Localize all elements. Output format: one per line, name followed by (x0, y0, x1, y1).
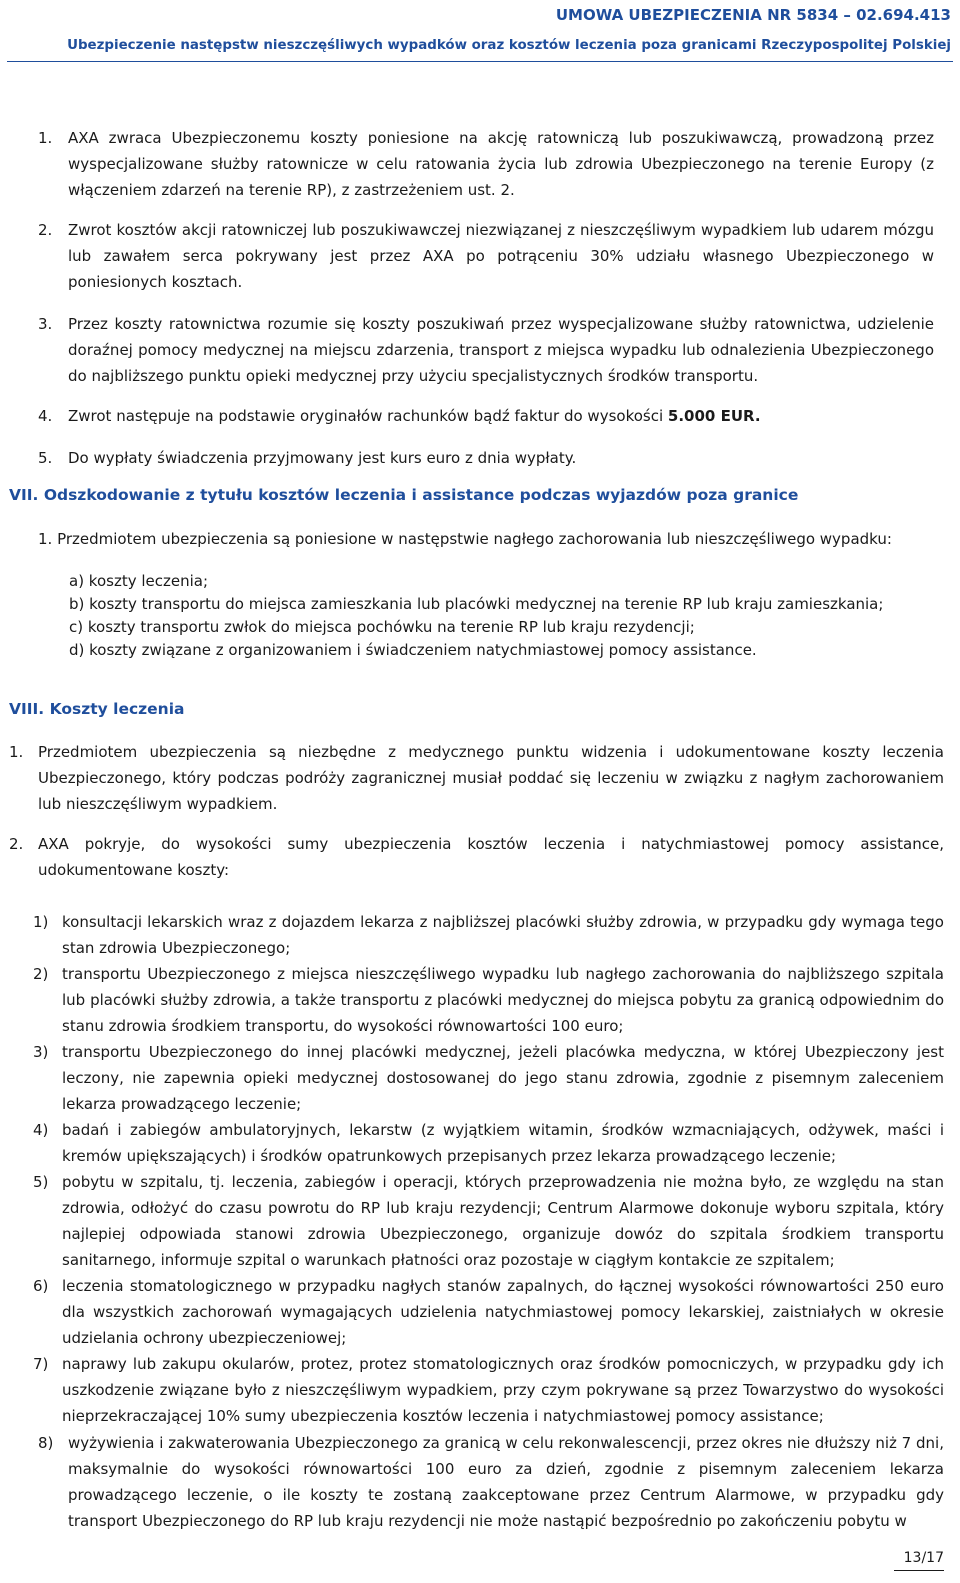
sub-item: b) koszty transportu do miejsca zamieszkania lub placówki medycznej na terenie RP lub kraju zamieszkania; (69, 595, 884, 613)
list-number: 5. (38, 449, 53, 467)
page-number-underline (894, 1570, 944, 1571)
list-number: 3) (33, 1043, 49, 1061)
amount-limit: 5.000 EUR. (667, 407, 761, 425)
sub-item: d) koszty związane z organizowaniem i świadczeniem natychmiastowej pomocy assistance. (69, 641, 757, 659)
list-number: 2) (33, 965, 49, 983)
list-number: 8) (38, 1434, 54, 1452)
list-item: transportu Ubezpieczonego z miejsca nieszczęśliwego wypadku lub nagłego zachorowania do najbliższego szpitala lub placówki służby zdrowia, a także transportu z placówki medycznej do miejsca pobytu za granicą odpowiednim do stanu zdrowia środkiem transportu, do wysokości równowartości 100 euro; (62, 965, 944, 1035)
list-item (68, 403, 934, 429)
list-item: wyżywienia i zakwaterowania Ubezpieczonego za granicą w celu rekonwalescencji, przez okres nie dłuższy niż 7 dni, maksymalnie do wysokości równowartości 100 euro za dzień, zgodnie z pisemnym zaleceniem lekarza prowadzącego leczenie, o ile koszty te zostaną zaakceptowane przez Centrum Alarmowe, w przypadku gdy transport Ubezpieczonego do RP lub kraju rezydencji nie może nastąpić bezpośrednio po zakończeniu pobytu w (68, 1434, 944, 1530)
page-number: 13/17 (903, 1550, 944, 1566)
list-number: 4) (33, 1121, 49, 1139)
list-item: Przez koszty ratownictwa rozumie się koszty poszukiwań przez wyspecjalizowane służby ratownictwa, udzielenie doraźnej pomocy medycznej na miejscu zdarzenia, transport z miejsca wypadku lub odnalezienia Ubezpieczonego do najbliższego punktu opieki medycznej przy użyciu specjalistycznych środków transportu. (68, 315, 934, 385)
list-item: Do wypłaty świadczenia przyjmowany jest kurs euro z dnia wypłaty. (68, 449, 577, 467)
list-number: 1. (9, 743, 24, 761)
list-item: konsultacji lekarskich wraz z dojazdem lekarza z najbliższej placówki służby zdrowia, w przypadku gdy wymaga tego stan zdrowia Ubezpieczonego; (62, 913, 944, 957)
list-item: naprawy lub zakupu okularów, protez, protez stomatologicznych oraz środków pomocniczych, w przypadku gdy ich uszkodzenie związane było z nieszczęśliwym wypadkiem, przy czym pokrywane są przez Towarzystwo do wysokości nieprzekraczającej 10% sumy ubezpieczenia kosztów leczenia i natychmiastowej pomocy assistance; (62, 1355, 944, 1425)
list-item: AXA zwraca Ubezpieczonemu koszty poniesione na akcję ratowniczą lub poszukiwawczą, prowadzoną przez wyspecjalizowane służby ratownicze w celu ratowania życia lub zdrowia Ubezpieczonego na terenie Europy (z włączeniem zdarzeń na terenie RP), z zastrzeżeniem ust. 2. (68, 129, 934, 199)
list-item: transportu Ubezpieczonego do innej placówki medycznej, jeżeli placówka medyczna, w której Ubezpieczony jest leczony, nie zapewnia opieki medycznej dostosowanej do jego stanu zdrowia, zgodnie z pisemnym zaleceniem lekarza prowadzącego leczenie; (62, 1043, 944, 1113)
contract-number: UMOWA UBEZPIECZENIA NR 5834 – 02.694.413 (555, 6, 951, 24)
section-viii-paragraph-2: AXA pokryje, do wysokości sumy ubezpieczenia kosztów leczenia i natychmiastowej pomocy assistance, udokumentowane koszty: (38, 835, 944, 879)
section-heading-viii: VIII. Koszty leczenia (9, 700, 185, 718)
sub-item: a) koszty leczenia; (69, 572, 209, 590)
list-number: 3. (38, 315, 53, 333)
header-divider (7, 61, 953, 62)
section-vii-paragraph: 1. Przedmiotem ubezpieczenia są poniesione w następstwie nagłego zachorowania lub nieszczęśliwego wypadku: (38, 530, 892, 548)
list-item: Zwrot kosztów akcji ratowniczej lub poszukiwawczej niezwiązanej z nieszczęśliwym wypadkiem lub udarem mózgu lub zawałem serca pokrywany jest przez AXA po potrąceniu 30% udziału własnego Ubezpieczonego w poniesionych kosztach. (68, 221, 934, 291)
header-subtitle: Ubezpieczenie następstw nieszczęśliwych wypadków oraz kosztów leczenia poza granicami Rzeczypospolitej Polskiej (67, 38, 951, 53)
list-item: leczenia stomatologicznego w przypadku nagłych stanów zapalnych, do łącznej wysokości równowartości 250 euro dla wszystkich zachorowań wymagających udzielenia natychmiastowej pomocy lekarskiej, zaistniałych w okresie udzielania ochrony ubezpieczeniowej; (62, 1277, 944, 1347)
list-number: 2. (38, 221, 53, 239)
list-number: 1) (33, 913, 49, 931)
section-viii-paragraph-1: Przedmiotem ubezpieczenia są niezbędne z medycznego punktu widzenia i udokumentowane koszty leczenia Ubezpieczonego, który podczas podróży zagranicznej musiał poddać się leczeniu w związku z nagłym zachorowaniem lub nieszczęśliwym wypadkiem. (38, 743, 944, 813)
list-number: 2. (9, 835, 24, 853)
list-number: 1. (38, 129, 53, 147)
list-item-text: Zwrot następuje na podstawie oryginałów rachunków bądź faktur do wysokości (68, 407, 668, 425)
list-number: 4. (38, 407, 53, 425)
list-number: 5) (33, 1173, 49, 1191)
list-item: pobytu w szpitalu, tj. leczenia, zabiegów i operacji, których przeprowadzenia nie można było, ze względu na stan zdrowia, odłożyć do czasu powrotu do RP lub kraju rezydencji; Centrum Alarmowe dokonuje wyboru szpitala, który najlepiej odpowiada stanowi zdrowia Ubezpieczonego, organizuje dowóz do szpitala środkiem transportu sanitarnego, informuje szpital o warunkach płatności oraz pozostaje w ciągłym kontakcie ze szpitalem; (62, 1173, 944, 1269)
list-item: badań i zabiegów ambulatoryjnych, lekarstw (z wyjątkiem witamin, środków wzmacniających, odżywek, maści i kremów upiększających) i środków opatrunkowych przepisanych przez lekarza prowadzącego leczenie; (62, 1121, 944, 1165)
list-number: 7) (33, 1355, 49, 1373)
sub-item: c) koszty transportu zwłok do miejsca pochówku na terenie RP lub kraju rezydencji; (69, 618, 695, 636)
list-number: 6) (33, 1277, 49, 1295)
section-heading-vii: VII. Odszkodowanie z tytułu kosztów leczenia i assistance podczas wyjazdów poza granice (9, 486, 799, 504)
